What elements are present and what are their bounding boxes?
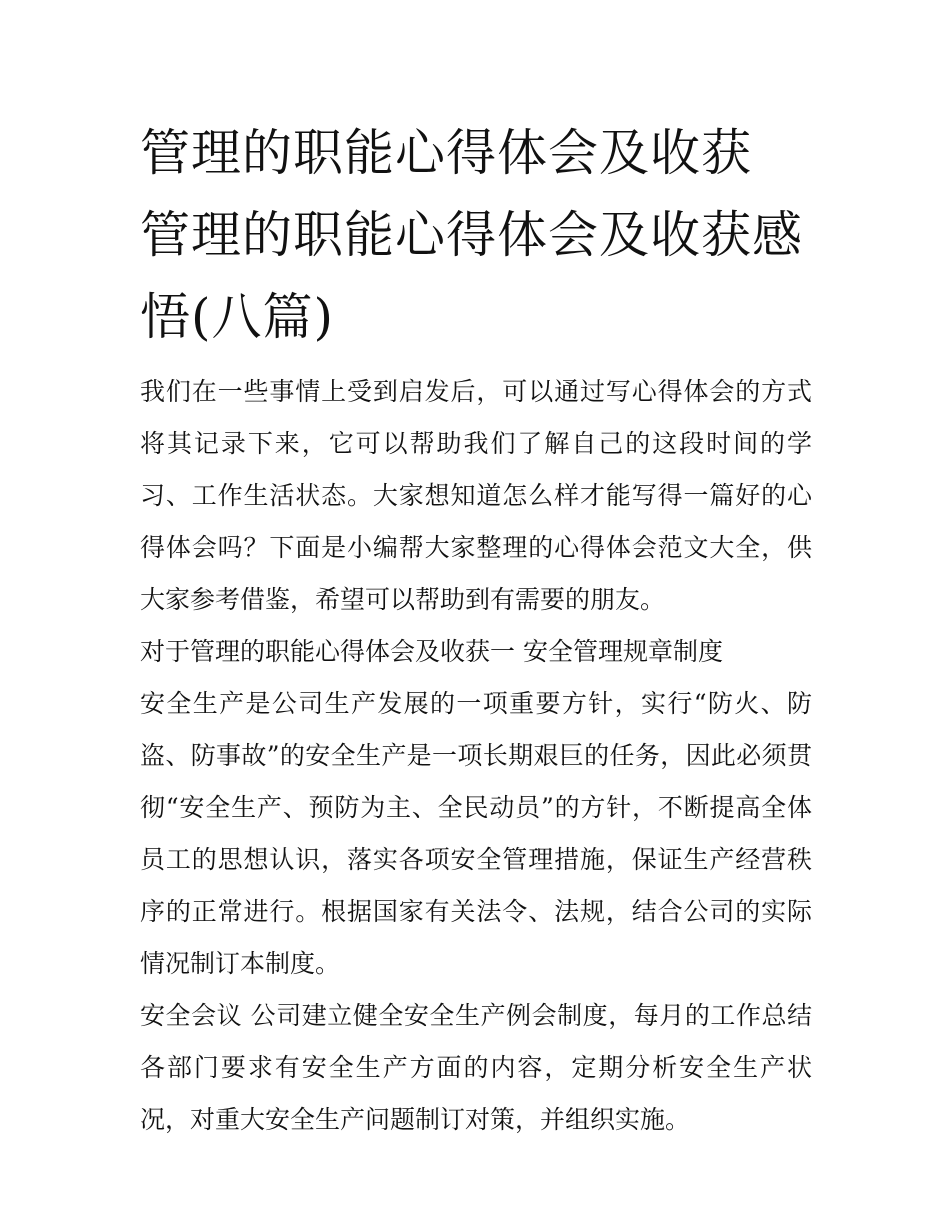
document-page	[140, 112, 812, 1146]
document-title: 管理的职能心得体会及收获 管理的职能心得体会及收获感悟(八篇)	[140, 124, 803, 346]
body-paragraph: 安全会议 公司建立健全安全生产例会制度，每月的工作总结各部门要求有安全生产方面的内容，定期分析安全生产状况，对重大安全生产问题制订对策，并组织实施。	[140, 1001, 812, 1134]
body-paragraph: 安全生产是公司生产发展的一项重要方针，实行“防火、防盗、防事故”的安全生产是一项长期艰巨的任务，因此必须贯彻“安全生产、预防为主、全民动员”的方针，不断提高全体员工的思想认识，落实各项安全管理措施，保证生产经营秩序的正常进行。根据国家有关法令、法规，结合公司的实际情况制订本制度。	[140, 689, 812, 978]
section-heading: 对于管理的职能心得体会及收获一 安全管理规章制度	[140, 637, 723, 666]
intro-paragraph: 我们在一些事情上受到启发后，可以通过写心得体会的方式将其记录下来，它可以帮助我们了解自己的这段时间的学习、工作生活状态。大家想知道怎么样才能写得一篇好的心得体会吗？下面是小编帮大家整理的心得体会范文大全，供大家参考借鉴，希望可以帮助到有需要的朋友。	[140, 377, 812, 614]
